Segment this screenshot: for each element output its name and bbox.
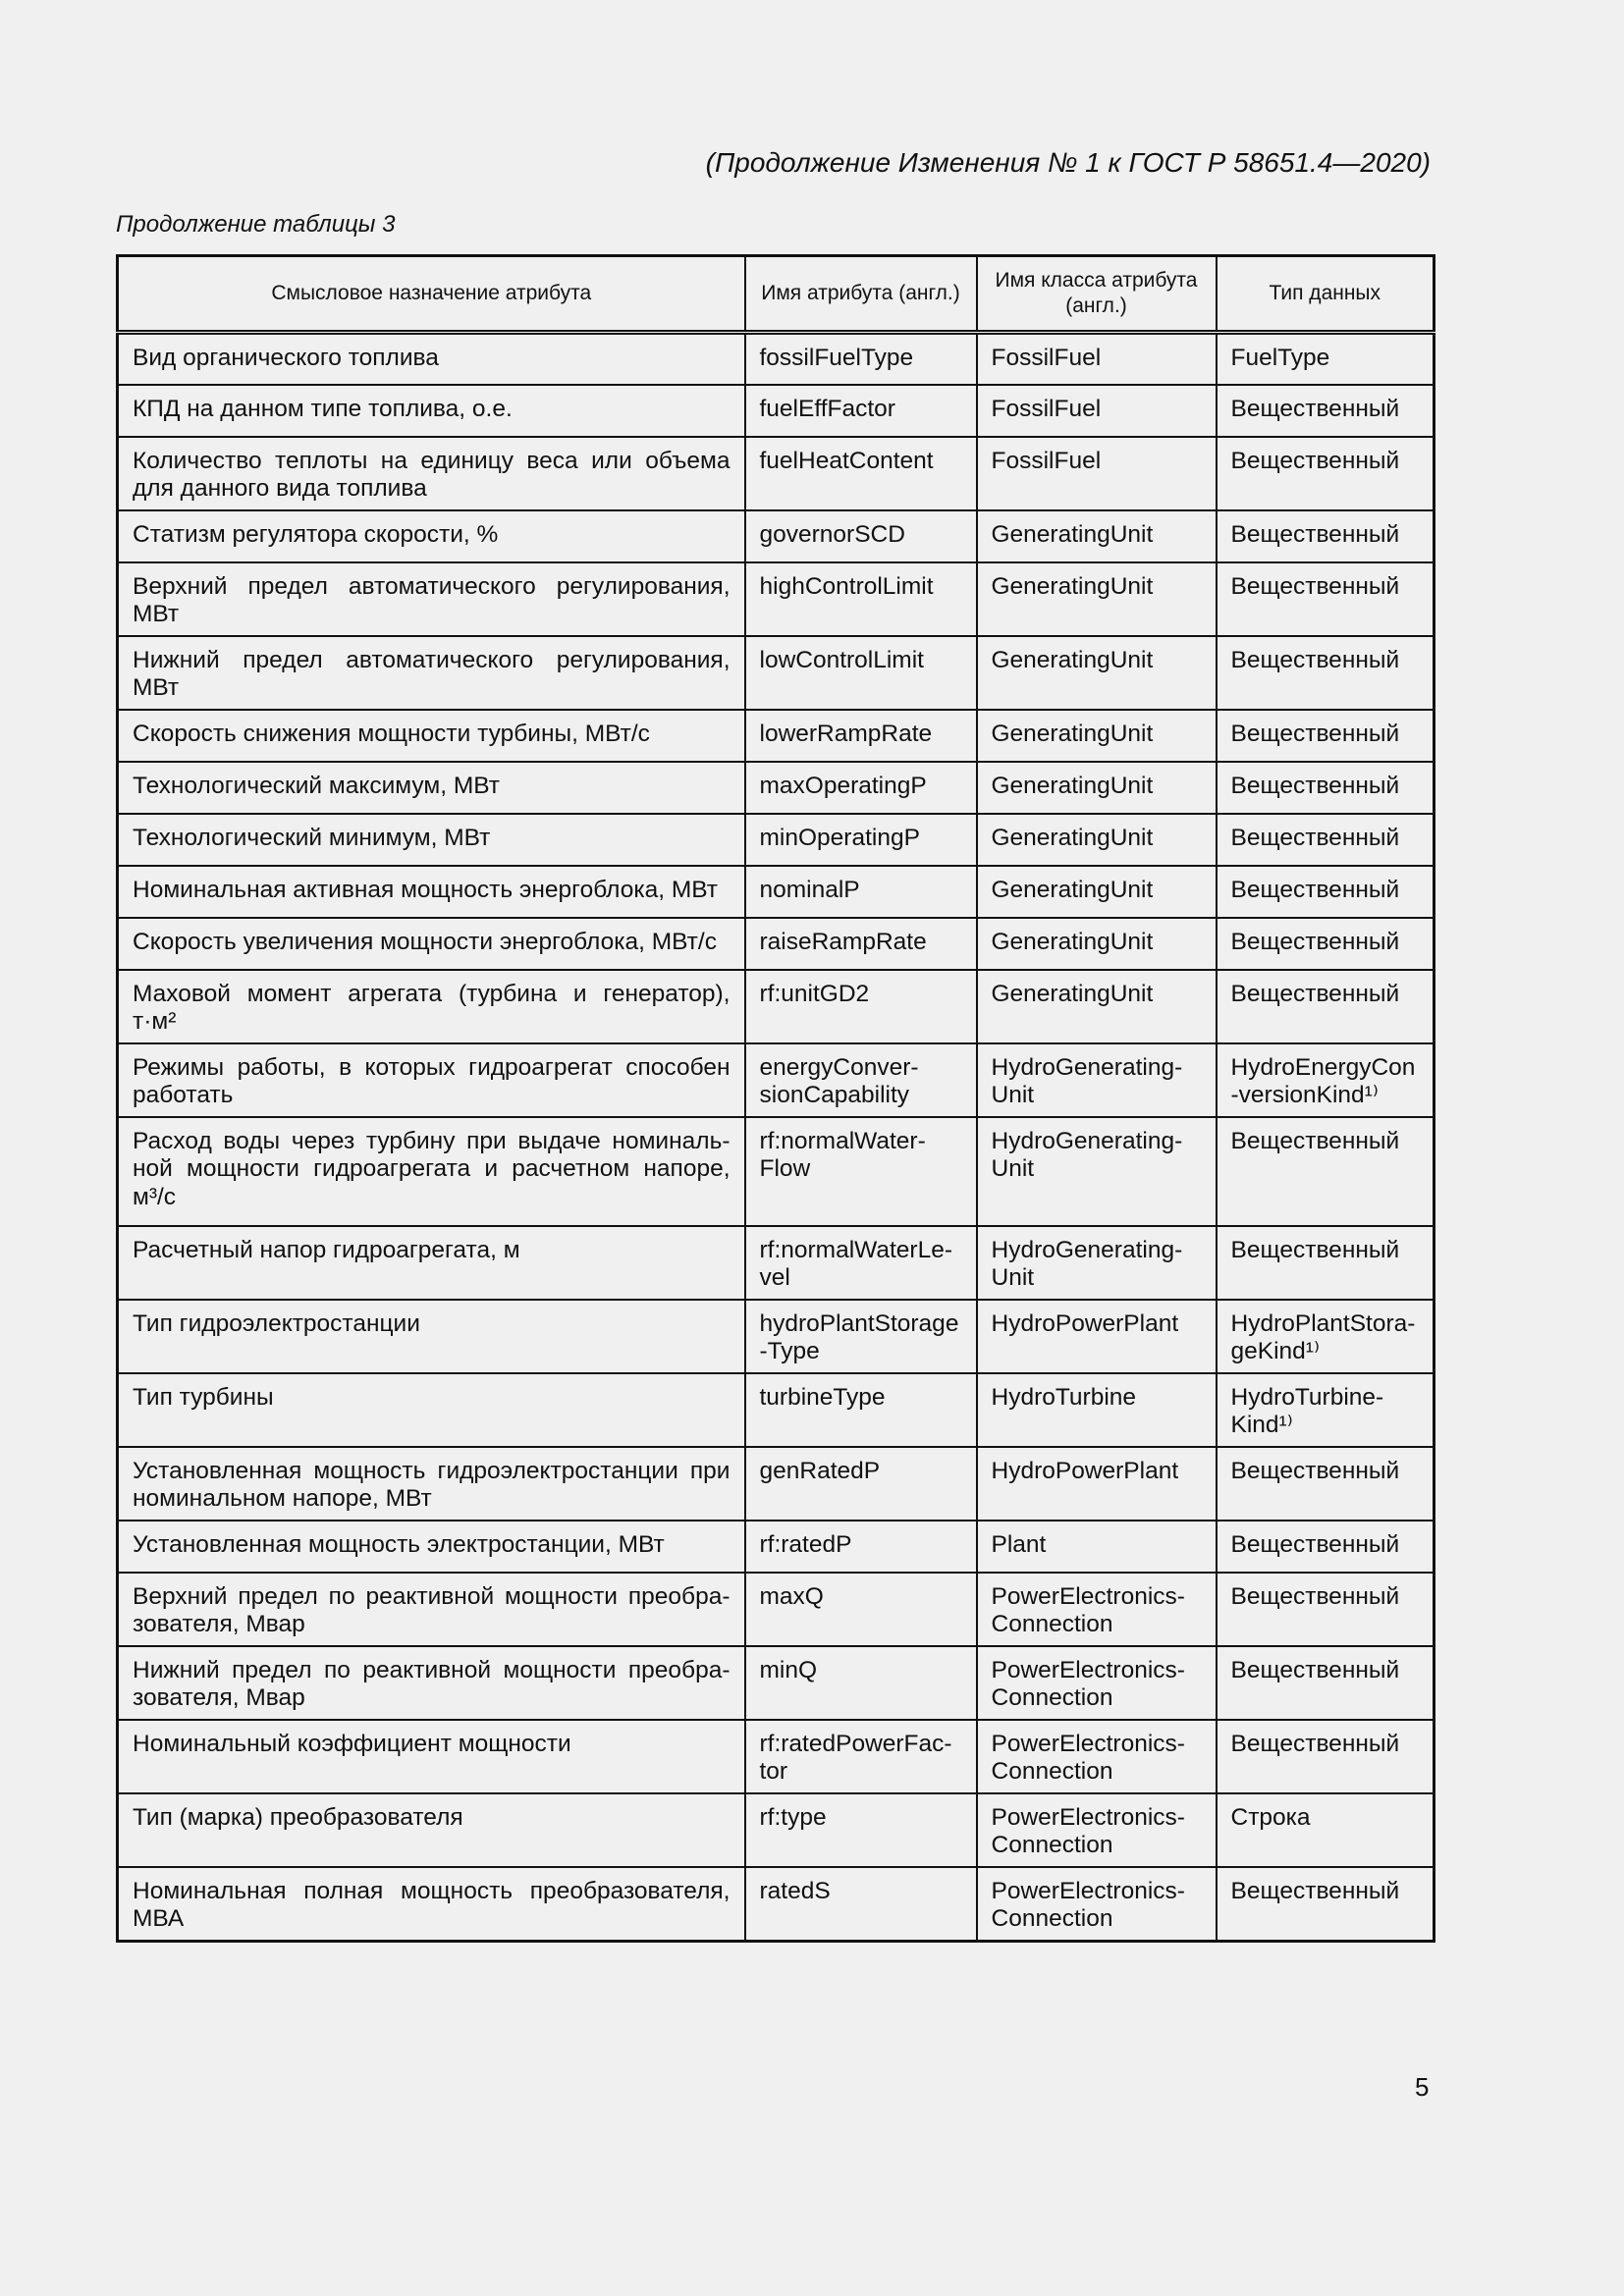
- cell-class-name: Plant: [977, 1521, 1217, 1573]
- table-row: [118, 636, 1435, 710]
- cell-purpose: Тип турбины: [118, 1373, 745, 1447]
- column-header-data-type: Тип данных: [1217, 256, 1435, 333]
- cell-attribute-name: nominalP: [745, 866, 977, 918]
- cell-attribute-name: rf:ratedPowerFac-tor: [745, 1720, 977, 1793]
- table-row: [118, 1521, 1435, 1573]
- table-row: [118, 510, 1435, 562]
- table-row: [118, 1226, 1435, 1300]
- cell-attribute-name: highControlLimit: [745, 562, 977, 636]
- cell-attribute-name: ratedS: [745, 1867, 977, 1942]
- cell-data-type: FuelType: [1217, 333, 1435, 385]
- cell-attribute-name: fuelEffFactor: [745, 385, 977, 437]
- page-number: 5: [1415, 2072, 1430, 2102]
- table-row: [118, 1793, 1435, 1867]
- cell-purpose: КПД на данном типе топлива, о.е.: [118, 385, 745, 437]
- cell-purpose: Установленная мощность электростанции, МВт: [118, 1521, 745, 1573]
- cell-data-type: Вещественный: [1217, 1720, 1435, 1793]
- cell-class-name: GeneratingUnit: [977, 510, 1217, 562]
- cell-class-name: HydroGenerating-Unit: [977, 1043, 1217, 1117]
- cell-data-type: Вещественный: [1217, 562, 1435, 636]
- cell-class-name: PowerElectronics-Connection: [977, 1573, 1217, 1646]
- cell-data-type: Вещественный: [1217, 1867, 1435, 1942]
- attributes-table: [116, 254, 1435, 1943]
- cell-attribute-name: raiseRampRate: [745, 918, 977, 970]
- table-caption: Продолжение таблицы 3: [116, 211, 396, 238]
- cell-data-type: Вещественный: [1217, 1646, 1435, 1720]
- cell-purpose: Количество теплоты на единицу веса или объема для данного вида топлива: [118, 437, 745, 510]
- cell-purpose: Расчетный напор гидроагрегата, м: [118, 1226, 745, 1300]
- cell-data-type: Вещественный: [1217, 636, 1435, 710]
- cell-attribute-name: lowerRampRate: [745, 710, 977, 762]
- cell-attribute-name: maxOperatingP: [745, 762, 977, 814]
- table-row: [118, 918, 1435, 970]
- cell-purpose: Нижний предел автоматического регулирования, МВт: [118, 636, 745, 710]
- cell-data-type: Вещественный: [1217, 1521, 1435, 1573]
- cell-class-name: HydroPowerPlant: [977, 1300, 1217, 1373]
- cell-class-name: HydroGenerating-Unit: [977, 1117, 1217, 1226]
- cell-class-name: PowerElectronics-Connection: [977, 1646, 1217, 1720]
- cell-class-name: GeneratingUnit: [977, 918, 1217, 970]
- cell-class-name: GeneratingUnit: [977, 970, 1217, 1043]
- cell-attribute-name: governorSCD: [745, 510, 977, 562]
- cell-data-type: Вещественный: [1217, 1447, 1435, 1521]
- table-body: [118, 333, 1435, 1942]
- cell-attribute-name: minQ: [745, 1646, 977, 1720]
- cell-data-type: HydroEnergyCon-versionKind¹⁾: [1217, 1043, 1435, 1117]
- cell-purpose: Номинальная активная мощность энергоблока, МВт: [118, 866, 745, 918]
- table-row: [118, 866, 1435, 918]
- cell-purpose: Нижний предел по реактивной мощности преобра-зователя, Мвар: [118, 1646, 745, 1720]
- cell-purpose: Режимы работы, в которых гидроагрегат способен работать: [118, 1043, 745, 1117]
- table-row: [118, 1646, 1435, 1720]
- table-row: [118, 1117, 1435, 1226]
- table-row: [118, 333, 1435, 385]
- cell-purpose: Технологический максимум, МВт: [118, 762, 745, 814]
- cell-attribute-name: minOperatingP: [745, 814, 977, 866]
- table-row: [118, 710, 1435, 762]
- table-header-row: [118, 256, 1435, 333]
- cell-class-name: GeneratingUnit: [977, 710, 1217, 762]
- cell-purpose: Расход воды через турбину при выдаче номиналь-ной мощности гидроагрегата и расчетном напоре, м³/с: [118, 1117, 745, 1226]
- cell-attribute-name: maxQ: [745, 1573, 977, 1646]
- cell-data-type: Вещественный: [1217, 918, 1435, 970]
- cell-data-type: HydroPlantStora-geKind¹⁾: [1217, 1300, 1435, 1373]
- table-container: [116, 254, 1433, 1943]
- cell-data-type: Вещественный: [1217, 1573, 1435, 1646]
- cell-data-type: Вещественный: [1217, 762, 1435, 814]
- cell-class-name: GeneratingUnit: [977, 562, 1217, 636]
- column-header-purpose: Смысловое назначение атрибута: [118, 256, 745, 333]
- cell-data-type: Вещественный: [1217, 866, 1435, 918]
- cell-class-name: PowerElectronics-Connection: [977, 1720, 1217, 1793]
- cell-class-name: PowerElectronics-Connection: [977, 1867, 1217, 1942]
- cell-class-name: FossilFuel: [977, 385, 1217, 437]
- table-row: [118, 1447, 1435, 1521]
- column-header-attribute-name: Имя атрибута (англ.): [745, 256, 977, 333]
- table-row: [118, 1720, 1435, 1793]
- cell-data-type: Вещественный: [1217, 437, 1435, 510]
- cell-purpose: Вид органического топлива: [118, 333, 745, 385]
- cell-attribute-name: rf:type: [745, 1793, 977, 1867]
- cell-purpose: Скорость снижения мощности турбины, МВт/с: [118, 710, 745, 762]
- cell-class-name: HydroTurbine: [977, 1373, 1217, 1447]
- cell-data-type: Строка: [1217, 1793, 1435, 1867]
- cell-class-name: GeneratingUnit: [977, 866, 1217, 918]
- table-row: [118, 437, 1435, 510]
- cell-purpose: Тип гидроэлектростанции: [118, 1300, 745, 1373]
- cell-data-type: Вещественный: [1217, 814, 1435, 866]
- cell-attribute-name: fuelHeatContent: [745, 437, 977, 510]
- cell-attribute-name: rf:normalWater-Flow: [745, 1117, 977, 1226]
- cell-class-name: FossilFuel: [977, 333, 1217, 385]
- cell-data-type: Вещественный: [1217, 1226, 1435, 1300]
- table-row: [118, 1573, 1435, 1646]
- cell-attribute-name: rf:ratedP: [745, 1521, 977, 1573]
- table-row: [118, 1043, 1435, 1117]
- cell-purpose: Номинальная полная мощность преобразователя, МВА: [118, 1867, 745, 1942]
- cell-purpose: Маховой момент агрегата (турбина и генератор), т·м²: [118, 970, 745, 1043]
- cell-class-name: HydroGenerating-Unit: [977, 1226, 1217, 1300]
- cell-purpose: Верхний предел по реактивной мощности преобра-зователя, Мвар: [118, 1573, 745, 1646]
- cell-class-name: FossilFuel: [977, 437, 1217, 510]
- cell-data-type: HydroTurbine-Kind¹⁾: [1217, 1373, 1435, 1447]
- cell-purpose: Скорость увеличения мощности энергоблока, МВт/с: [118, 918, 745, 970]
- cell-attribute-name: turbineType: [745, 1373, 977, 1447]
- cell-class-name: GeneratingUnit: [977, 762, 1217, 814]
- cell-class-name: GeneratingUnit: [977, 636, 1217, 710]
- table-row: [118, 562, 1435, 636]
- cell-attribute-name: rf:unitGD2: [745, 970, 977, 1043]
- cell-data-type: Вещественный: [1217, 710, 1435, 762]
- cell-data-type: Вещественный: [1217, 385, 1435, 437]
- table-row: [118, 385, 1435, 437]
- cell-data-type: Вещественный: [1217, 970, 1435, 1043]
- cell-purpose: Тип (марка) преобразователя: [118, 1793, 745, 1867]
- cell-attribute-name: hydroPlantStorage-Type: [745, 1300, 977, 1373]
- cell-class-name: PowerElectronics-Connection: [977, 1793, 1217, 1867]
- table-row: [118, 970, 1435, 1043]
- cell-purpose: Технологический минимум, МВт: [118, 814, 745, 866]
- cell-attribute-name: genRatedP: [745, 1447, 977, 1521]
- cell-data-type: Вещественный: [1217, 1117, 1435, 1226]
- cell-purpose: Установленная мощность гидроэлектростанции при номинальном напоре, МВт: [118, 1447, 745, 1521]
- cell-purpose: Верхний предел автоматического регулирования, МВт: [118, 562, 745, 636]
- cell-class-name: GeneratingUnit: [977, 814, 1217, 866]
- table-row: [118, 814, 1435, 866]
- table-row: [118, 1300, 1435, 1373]
- cell-class-name: HydroPowerPlant: [977, 1447, 1217, 1521]
- table-row: [118, 762, 1435, 814]
- table-row: [118, 1867, 1435, 1942]
- cell-attribute-name: fossilFuelType: [745, 333, 977, 385]
- cell-data-type: Вещественный: [1217, 510, 1435, 562]
- document-header: (Продолжение Изменения № 1 к ГОСТ Р 58651.4—2020): [705, 147, 1431, 178]
- cell-attribute-name: energyConver-sionCapability: [745, 1043, 977, 1117]
- table-row: [118, 1373, 1435, 1447]
- cell-attribute-name: lowControlLimit: [745, 636, 977, 710]
- column-header-class-name: Имя класса атрибута (англ.): [977, 256, 1217, 333]
- cell-purpose: Статизм регулятора скорости, %: [118, 510, 745, 562]
- cell-purpose: Номинальный коэффициент мощности: [118, 1720, 745, 1793]
- cell-attribute-name: rf:normalWaterLe-vel: [745, 1226, 977, 1300]
